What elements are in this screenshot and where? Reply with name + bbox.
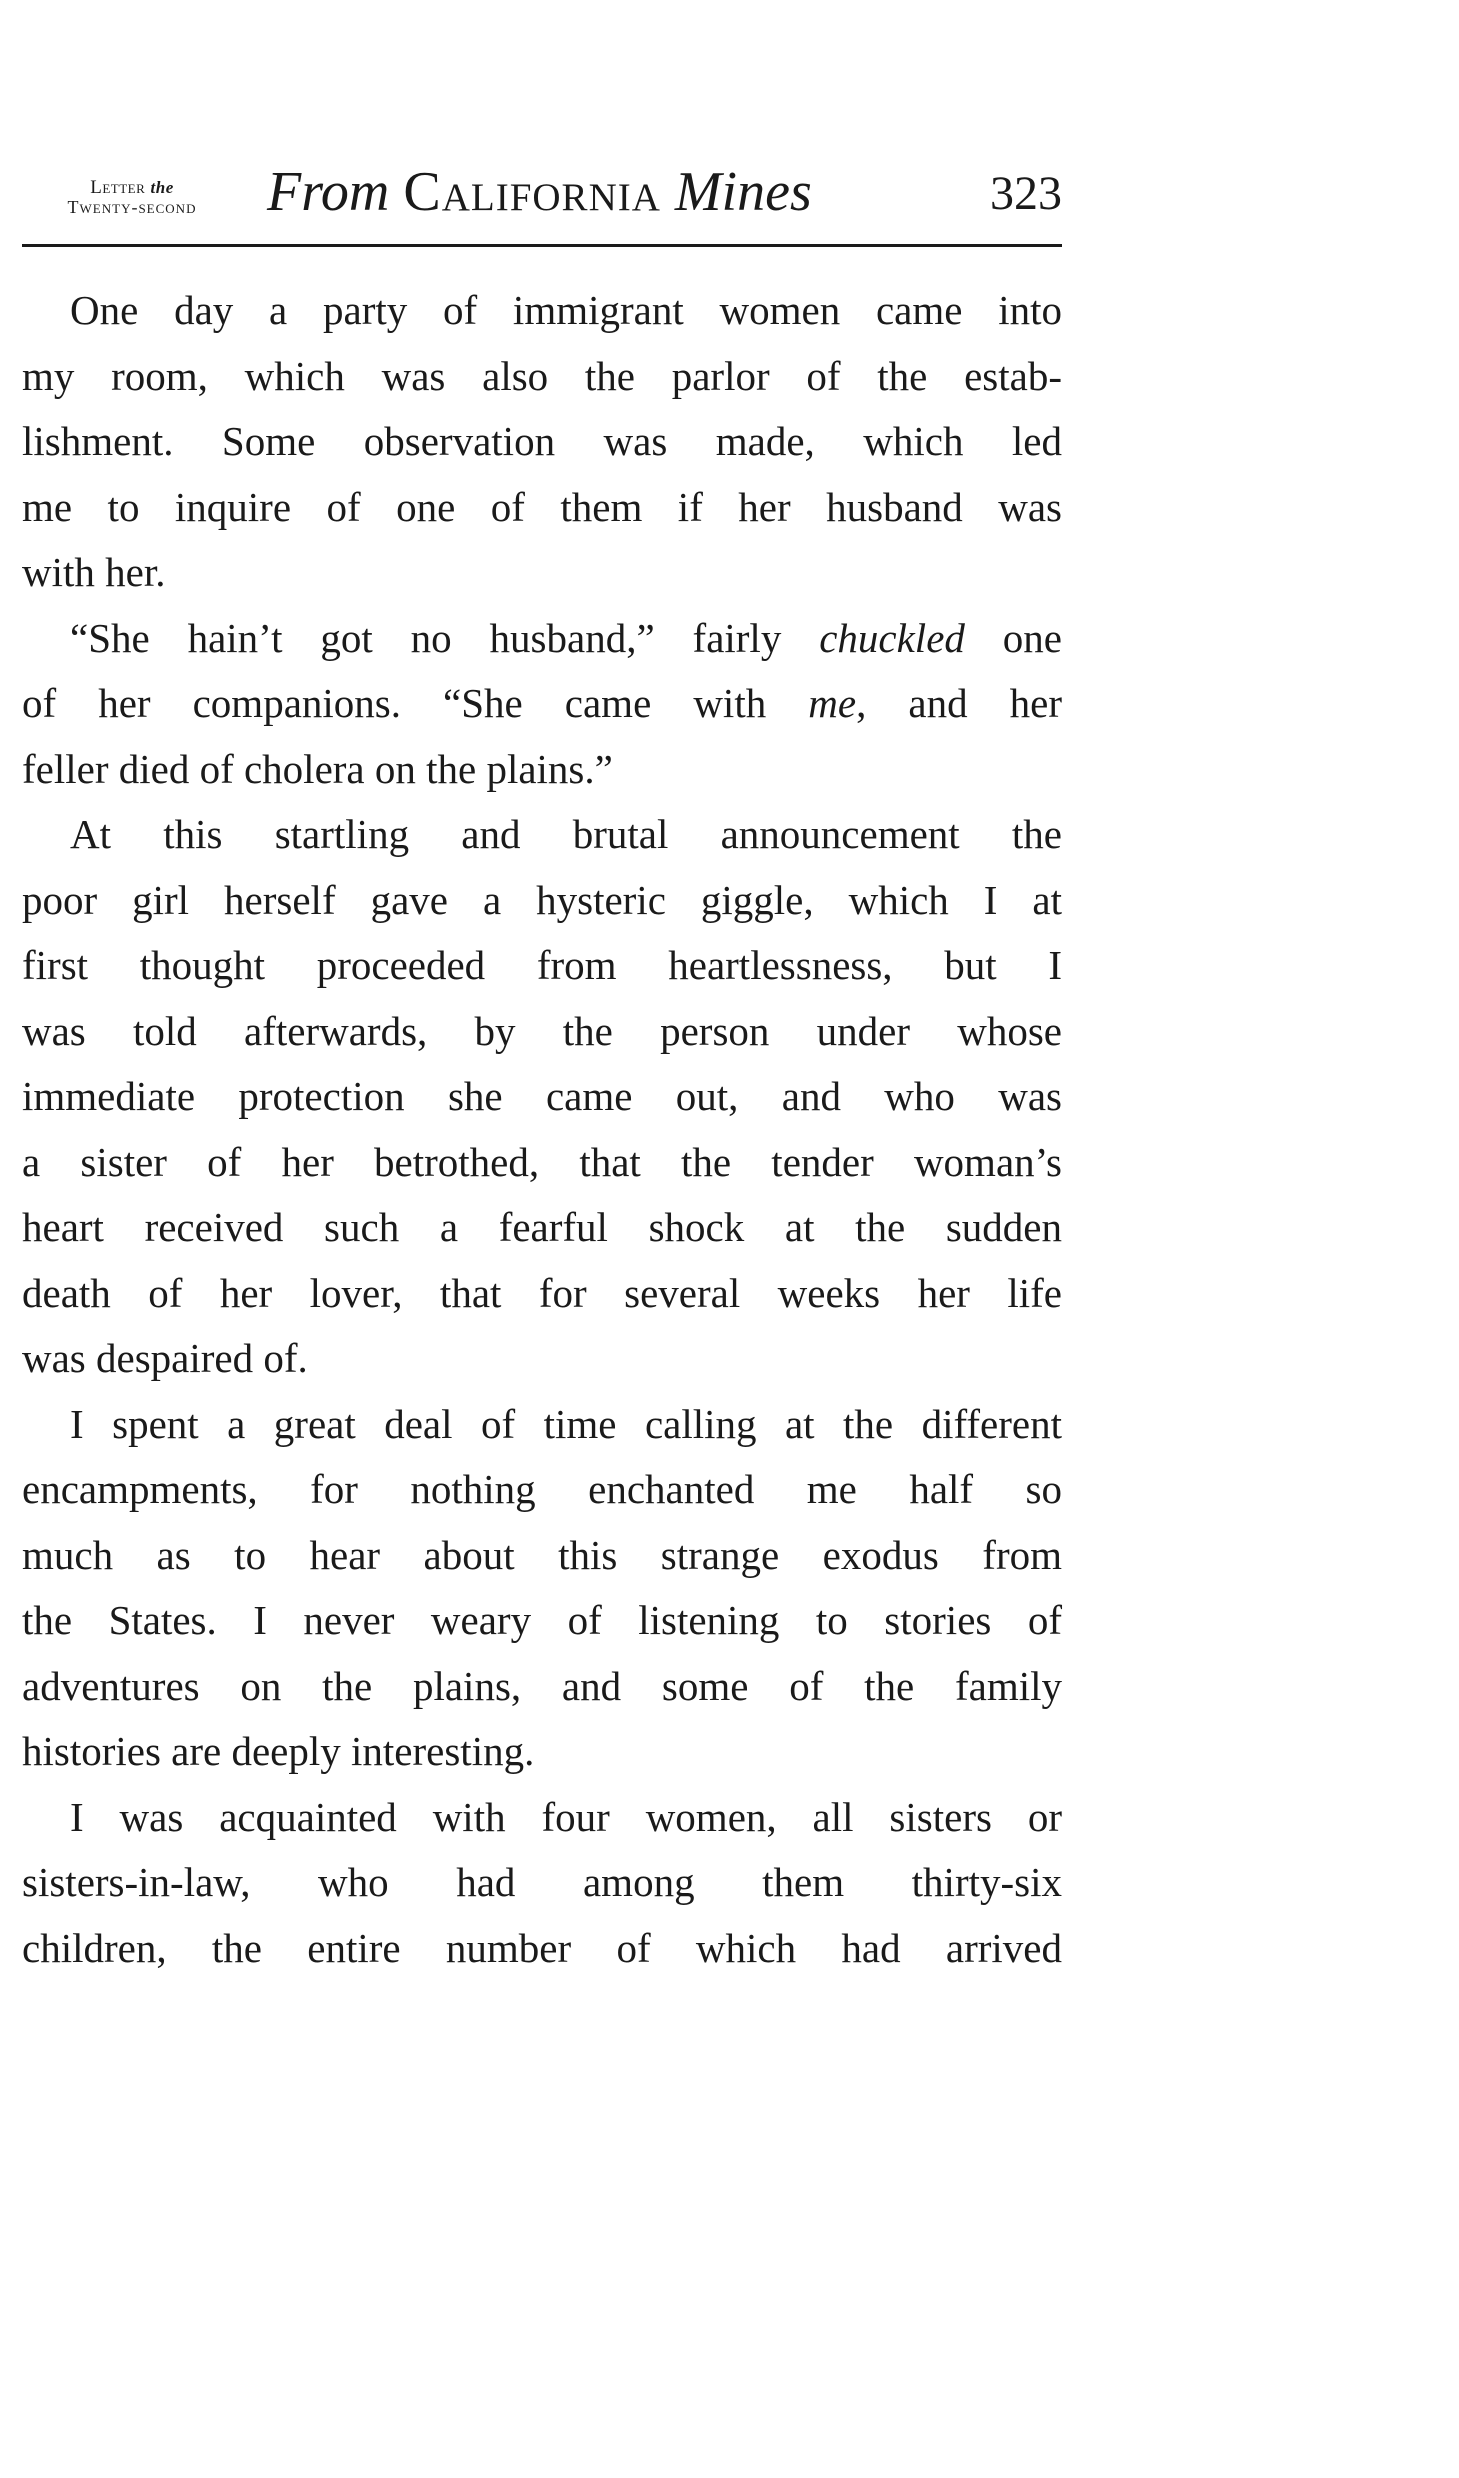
letter-label-line2: Twenty-second	[67, 196, 197, 217]
text-line: me to inquire of one of them if her husband was	[22, 483, 1062, 530]
text-line: was told afterwards, by the person under whose	[22, 1007, 1062, 1054]
text-line: lishment. Some observation was made, which led	[22, 418, 1062, 464]
italic-word: me	[808, 680, 857, 726]
title-california: California	[403, 161, 661, 223]
running-head	[22, 160, 1062, 250]
text-line: the States. I never weary of listening to stories of	[22, 1597, 1062, 1643]
text-line: I spent a great deal of time calling at the different	[70, 1400, 1062, 1447]
page-number: 323	[990, 167, 1062, 220]
text-line: first thought proceeded from heartlessness, but I	[22, 942, 1062, 988]
text-segment: of her companions. “She came with	[22, 680, 809, 726]
italic-word: chuckled	[819, 614, 965, 661]
paragraph-2	[22, 606, 1062, 803]
letter-label	[22, 178, 242, 217]
text-line: children, the entire number of which had arrived	[22, 1924, 1062, 1971]
paragraph-4	[22, 1392, 1062, 1785]
paragraph-1	[22, 278, 1062, 606]
title-from: From	[267, 161, 390, 223]
running-title	[267, 160, 812, 224]
paragraph-3	[22, 802, 1062, 1392]
text-line: poor girl herself gave a hysteric giggle, which I at	[22, 876, 1062, 923]
text-segment: , and her	[856, 680, 1062, 726]
text-line: a sister of her betrothed, that the tender woman’s	[22, 1138, 1062, 1185]
text-line: my room, which was also the parlor of the estab-	[22, 352, 1062, 399]
text-line: much as to hear about this strange exodus from	[22, 1531, 1062, 1578]
text-segment: one	[964, 614, 1062, 661]
text-line: with her.	[22, 549, 166, 595]
body-text	[22, 278, 1062, 1981]
text-line: I was acquainted with four women, all sisters or	[70, 1793, 1062, 1840]
letter-label-line1	[22, 178, 242, 198]
text-line	[22, 606, 1062, 672]
text-line: was despaired of.	[22, 1335, 308, 1381]
text-line: adventures on the plains, and some of the family	[22, 1662, 1062, 1709]
letter-the: the	[150, 178, 174, 197]
text-line: heart received such a fearful shock at the sudden	[22, 1204, 1062, 1250]
text-line	[22, 671, 1062, 737]
text-line: At this startling and brutal announcement the	[70, 811, 1062, 857]
text-line: histories are deeply interesting.	[22, 1728, 535, 1774]
text-line: feller died of cholera on the plains.”	[22, 745, 613, 792]
title-mines: Mines	[674, 161, 812, 223]
text-line: sisters-in-law, who had among them thirty-six	[22, 1859, 1062, 1905]
header-rule	[22, 244, 1062, 247]
text-line: One day a party of immigrant women came into	[70, 287, 1062, 333]
paragraph-5	[22, 1785, 1062, 1982]
letter-word: Letter	[90, 177, 146, 198]
text-line: encampments, for nothing enchanted me half so	[22, 1466, 1062, 1512]
text-line: death of her lover, that for several weeks her life	[22, 1269, 1062, 1316]
text-line: immediate protection she came out, and who was	[22, 1073, 1062, 1119]
text-segment: “She hain’t got no husband,” fairly	[70, 614, 820, 661]
